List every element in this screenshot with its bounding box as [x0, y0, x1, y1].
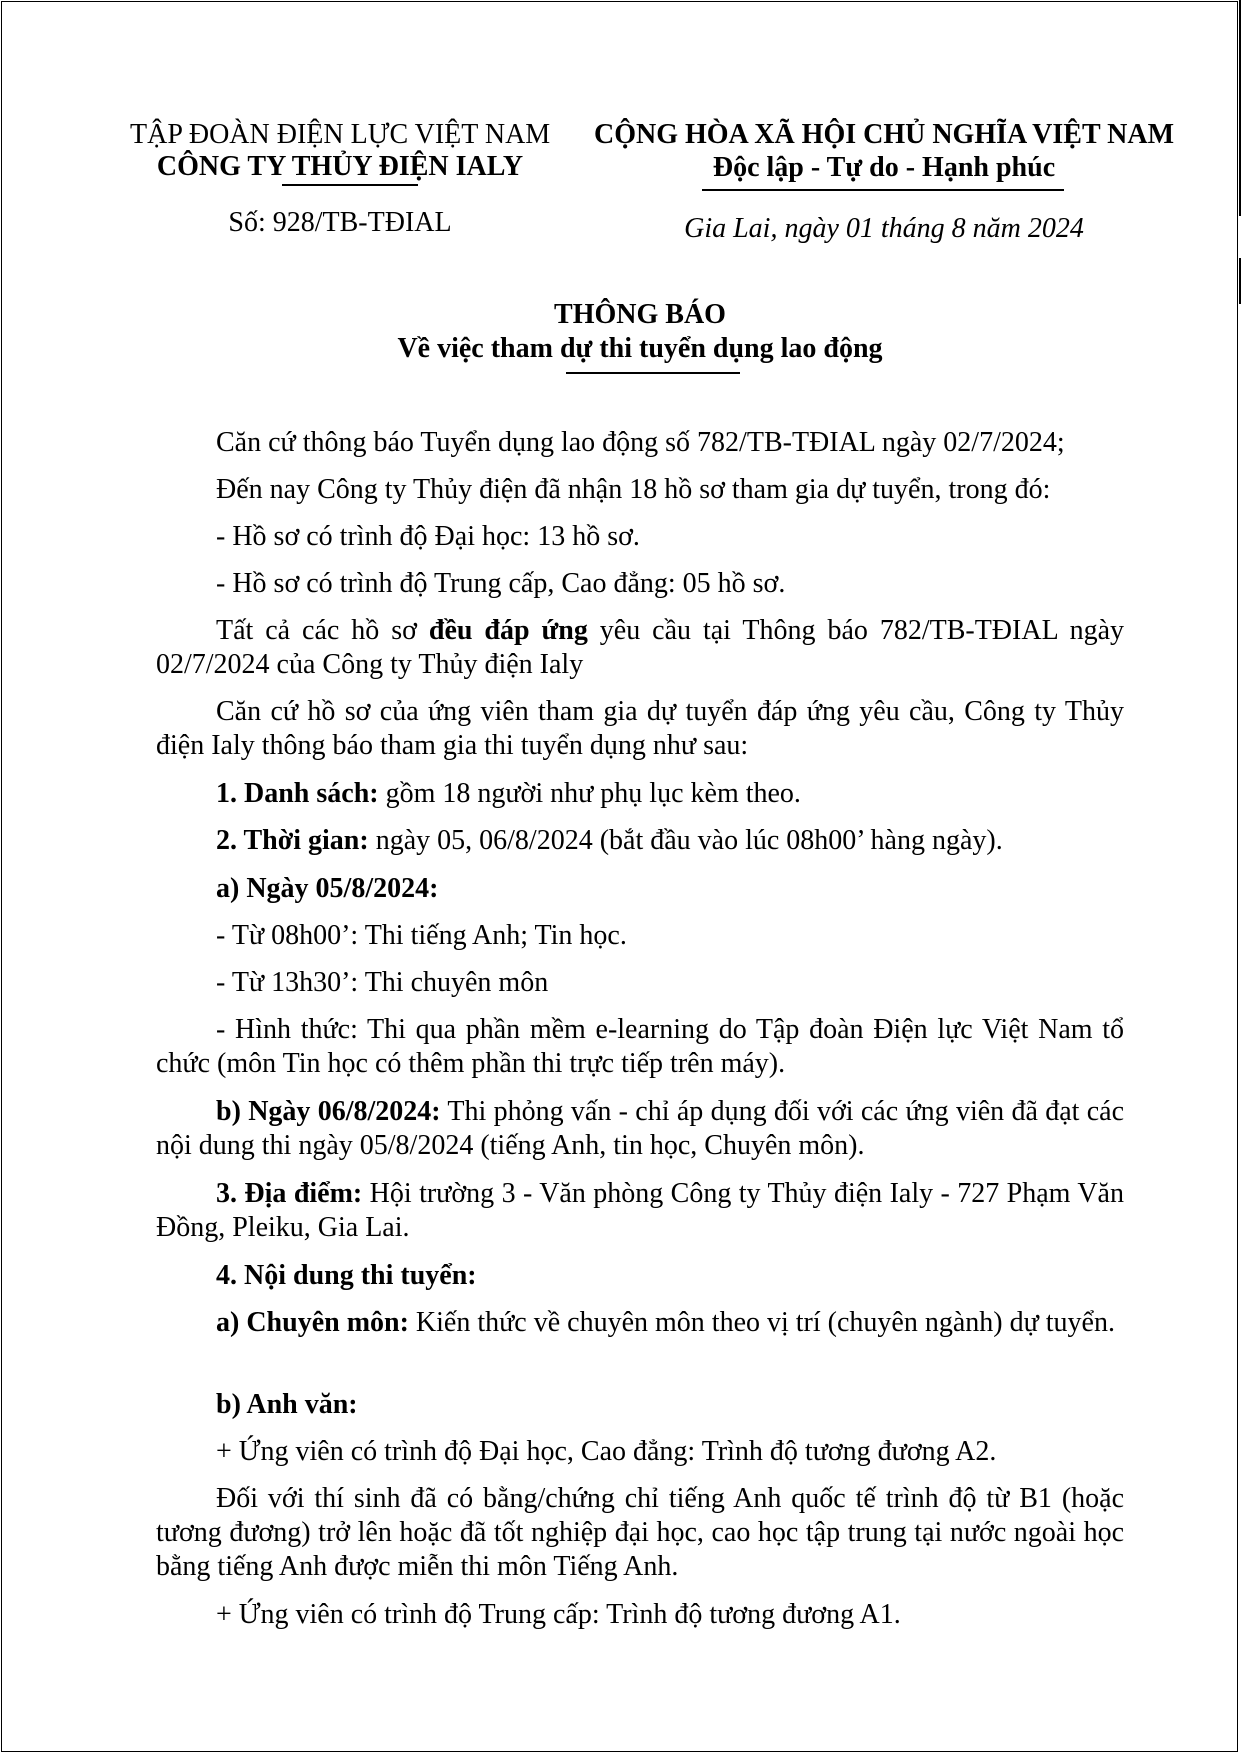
- motto: Độc lập - Tự do - Hạnh phúc: [712, 152, 1056, 183]
- paragraph-basis: Căn cứ thông báo Tuyển dụng lao động số 782/TB-TĐIAL ngày 02/7/2024;: [216, 427, 1065, 458]
- english-intermediate-level: + Ứng viên có trình độ Trung cấp: Trình độ tương đương A1.: [216, 1599, 901, 1630]
- day1-morning: - Từ 08h00’: Thi tiếng Anh; Tin học.: [216, 920, 627, 951]
- day2-label: b) Ngày 06/8/2024:: [216, 1096, 441, 1127]
- section-list-text: gồm 18 người như phụ lục kèm theo.: [378, 778, 801, 809]
- section-time: [156, 824, 1124, 858]
- content-specialty: [156, 1306, 1124, 1340]
- all-meet-text-b: yêu cầu tại Thông báo 782/TB-TĐIAL ngày 02/7/2024 của Công ty Thủy điện Ialy: [156, 615, 1125, 680]
- section-location: [156, 1177, 1124, 1245]
- content-specialty-text: Kiến thức về chuyên môn theo vị trí (chuyên ngành) dự tuyển.: [408, 1307, 1115, 1338]
- nation-title: CỘNG HÒA XÃ HỘI CHỦ NGHĨA VIỆT NAM: [593, 119, 1175, 150]
- org-underline: [282, 184, 418, 186]
- item-university: - Hồ sơ có trình độ Đại học: 13 hồ sơ.: [216, 521, 640, 552]
- paragraph-announce: Căn cứ hồ sơ của ứng viên tham gia dự tuyển đáp ứng yêu cầu, Công ty Thủy điện Ialy thông báo tham gia thi tuyển dụng như sau:: [156, 696, 1124, 761]
- day2-text: Thi phỏng vấn - chỉ áp dụng đối với các ứng viên đã đạt các nội dung thi ngày 05/8/2024 (tiếng Anh, tin học, Chuyên môn).: [156, 1096, 1124, 1161]
- item-college: - Hồ sơ có trình độ Trung cấp, Cao đẳng: 05 hồ sơ.: [216, 568, 786, 599]
- day1-format: - Hình thức: Thi qua phần mềm e-learning do Tập đoàn Điện lực Việt Nam tổ chức (môn Tin học có thêm phần thi trực tiếp trên máy).: [156, 1014, 1124, 1079]
- section-list: [156, 777, 1124, 811]
- paragraph-all-meet: [156, 614, 1124, 682]
- motto-underline: [702, 189, 1064, 191]
- section-location-label: 3. Địa điểm:: [216, 1178, 363, 1209]
- org-parent: TẬP ĐOÀN ĐIỆN LỰC VIỆT NAM: [130, 119, 551, 150]
- section-location-text: Hội trường 3 - Văn phòng Công ty Thủy điện Ialy - 727 Phạm Văn Đồng, Pleiku, Gia Lai.: [156, 1178, 1124, 1243]
- content-specialty-label: a) Chuyên môn:: [216, 1307, 409, 1338]
- org-name: CÔNG TY THỦY ĐIỆN IALY: [156, 151, 524, 182]
- day1-heading: a) Ngày 05/8/2024:: [216, 873, 439, 904]
- day2-paragraph: [156, 1095, 1124, 1163]
- all-meet-text-a: Tất cả các hồ sơ: [216, 615, 429, 646]
- subject-underline: [566, 372, 740, 374]
- notice-title: THÔNG BÁO: [554, 299, 726, 330]
- section-time-text: ngày 05, 06/8/2024 (bắt đầu vào lúc 08h00’ hàng ngày).: [368, 825, 1003, 856]
- content-english-heading: b) Anh văn:: [216, 1389, 358, 1420]
- doc-number: Số: 928/TB-TĐIAL: [228, 207, 452, 238]
- english-exemption: Đối với thí sinh đã có bằng/chứng chỉ tiếng Anh quốc tế trình độ từ B1 (hoặc tương đương) trở lên hoặc đã tốt nghiệp đại học, cao học tập trung tại nước ngoài học bằng tiếng Anh được miễn thi môn Tiếng Anh.: [156, 1483, 1124, 1582]
- english-university-level: + Ứng viên có trình độ Đại học, Cao đẳng: Trình độ tương đương A2.: [216, 1436, 997, 1467]
- paragraph-received: Đến nay Công ty Thủy điện đã nhận 18 hồ sơ tham gia dự tuyển, trong đó:: [216, 474, 1051, 505]
- place-date: Gia Lai, ngày 01 tháng 8 năm 2024: [684, 213, 1084, 244]
- section-list-label: 1. Danh sách:: [216, 778, 379, 809]
- section-content-heading: 4. Nội dung thi tuyển:: [216, 1260, 477, 1291]
- all-meet-bold: đều đáp ứng: [428, 615, 588, 646]
- day1-afternoon: - Từ 13h30’: Thi chuyên môn: [216, 967, 549, 998]
- section-time-label: 2. Thời gian:: [216, 825, 369, 856]
- notice-subject: Về việc tham dự thi tuyển dụng lao động: [397, 333, 883, 364]
